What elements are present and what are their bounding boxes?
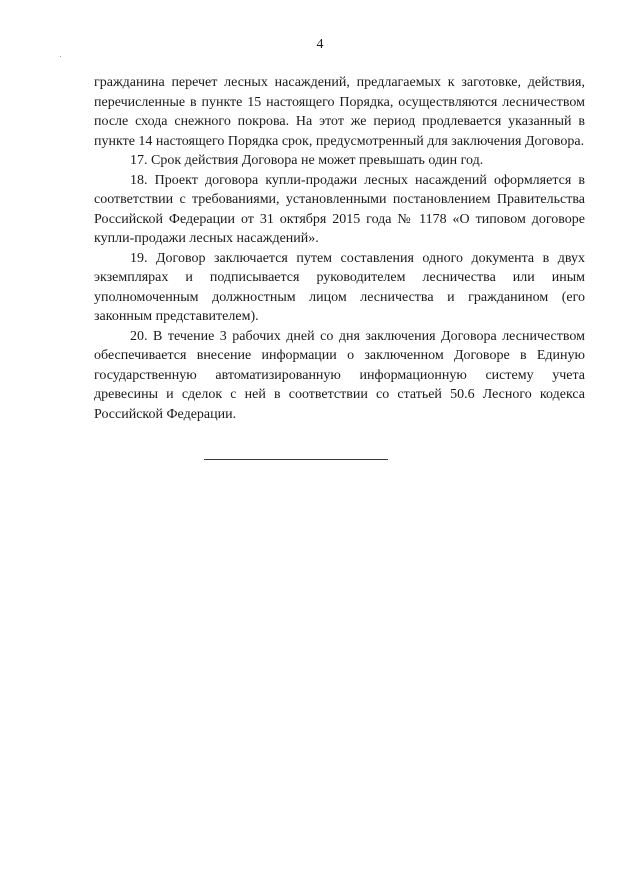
paragraph-item-20: 20. В течение 3 рабочих дней со дня заключения Договора лесничеством обеспечивается внесение информации о заключенном Договоре в Единую государственную автоматизированную информационную систему учета древесины и сделок с ней в соответствии со статьей 50.6 Лесного кодекса Российской Федерации.: [94, 328, 585, 422]
end-of-document-rule: [204, 459, 388, 460]
document-body: [94, 73, 585, 424]
paragraph-item-18: 18. Проект договора купли-продажи лесных насаждений оформляется в соответствии с требованиями, установленными постановлением Правительства Российской Федерации от 31 октября 2015 года № 1178 «О типовом договоре купли-продажи лесных насаждений».: [94, 172, 585, 246]
paragraph-item-19: 19. Договор заключается путем составления одного документа в двух экземплярах и подписывается руководителем лесничества или иным уполномоченным должностным лицом лесничества и гражданином (его законным представителем).: [94, 250, 585, 324]
paragraph-continuation: гражданина перечет лесных насаждений, предлагаемых к заготовке, действия, перечисленные в пункте 15 настоящего Порядка, осуществляются лесничеством после схода снежного покрова. На этот же период продлевается указанный в пункте 14 настоящего Порядка срок, предусмотренный для заключения Договора.: [94, 75, 585, 149]
scan-speck: [60, 56, 61, 57]
page-number: 4: [316, 37, 324, 52]
paragraph-item-17: 17. Срок действия Договора не может превышать один год.: [130, 153, 484, 168]
